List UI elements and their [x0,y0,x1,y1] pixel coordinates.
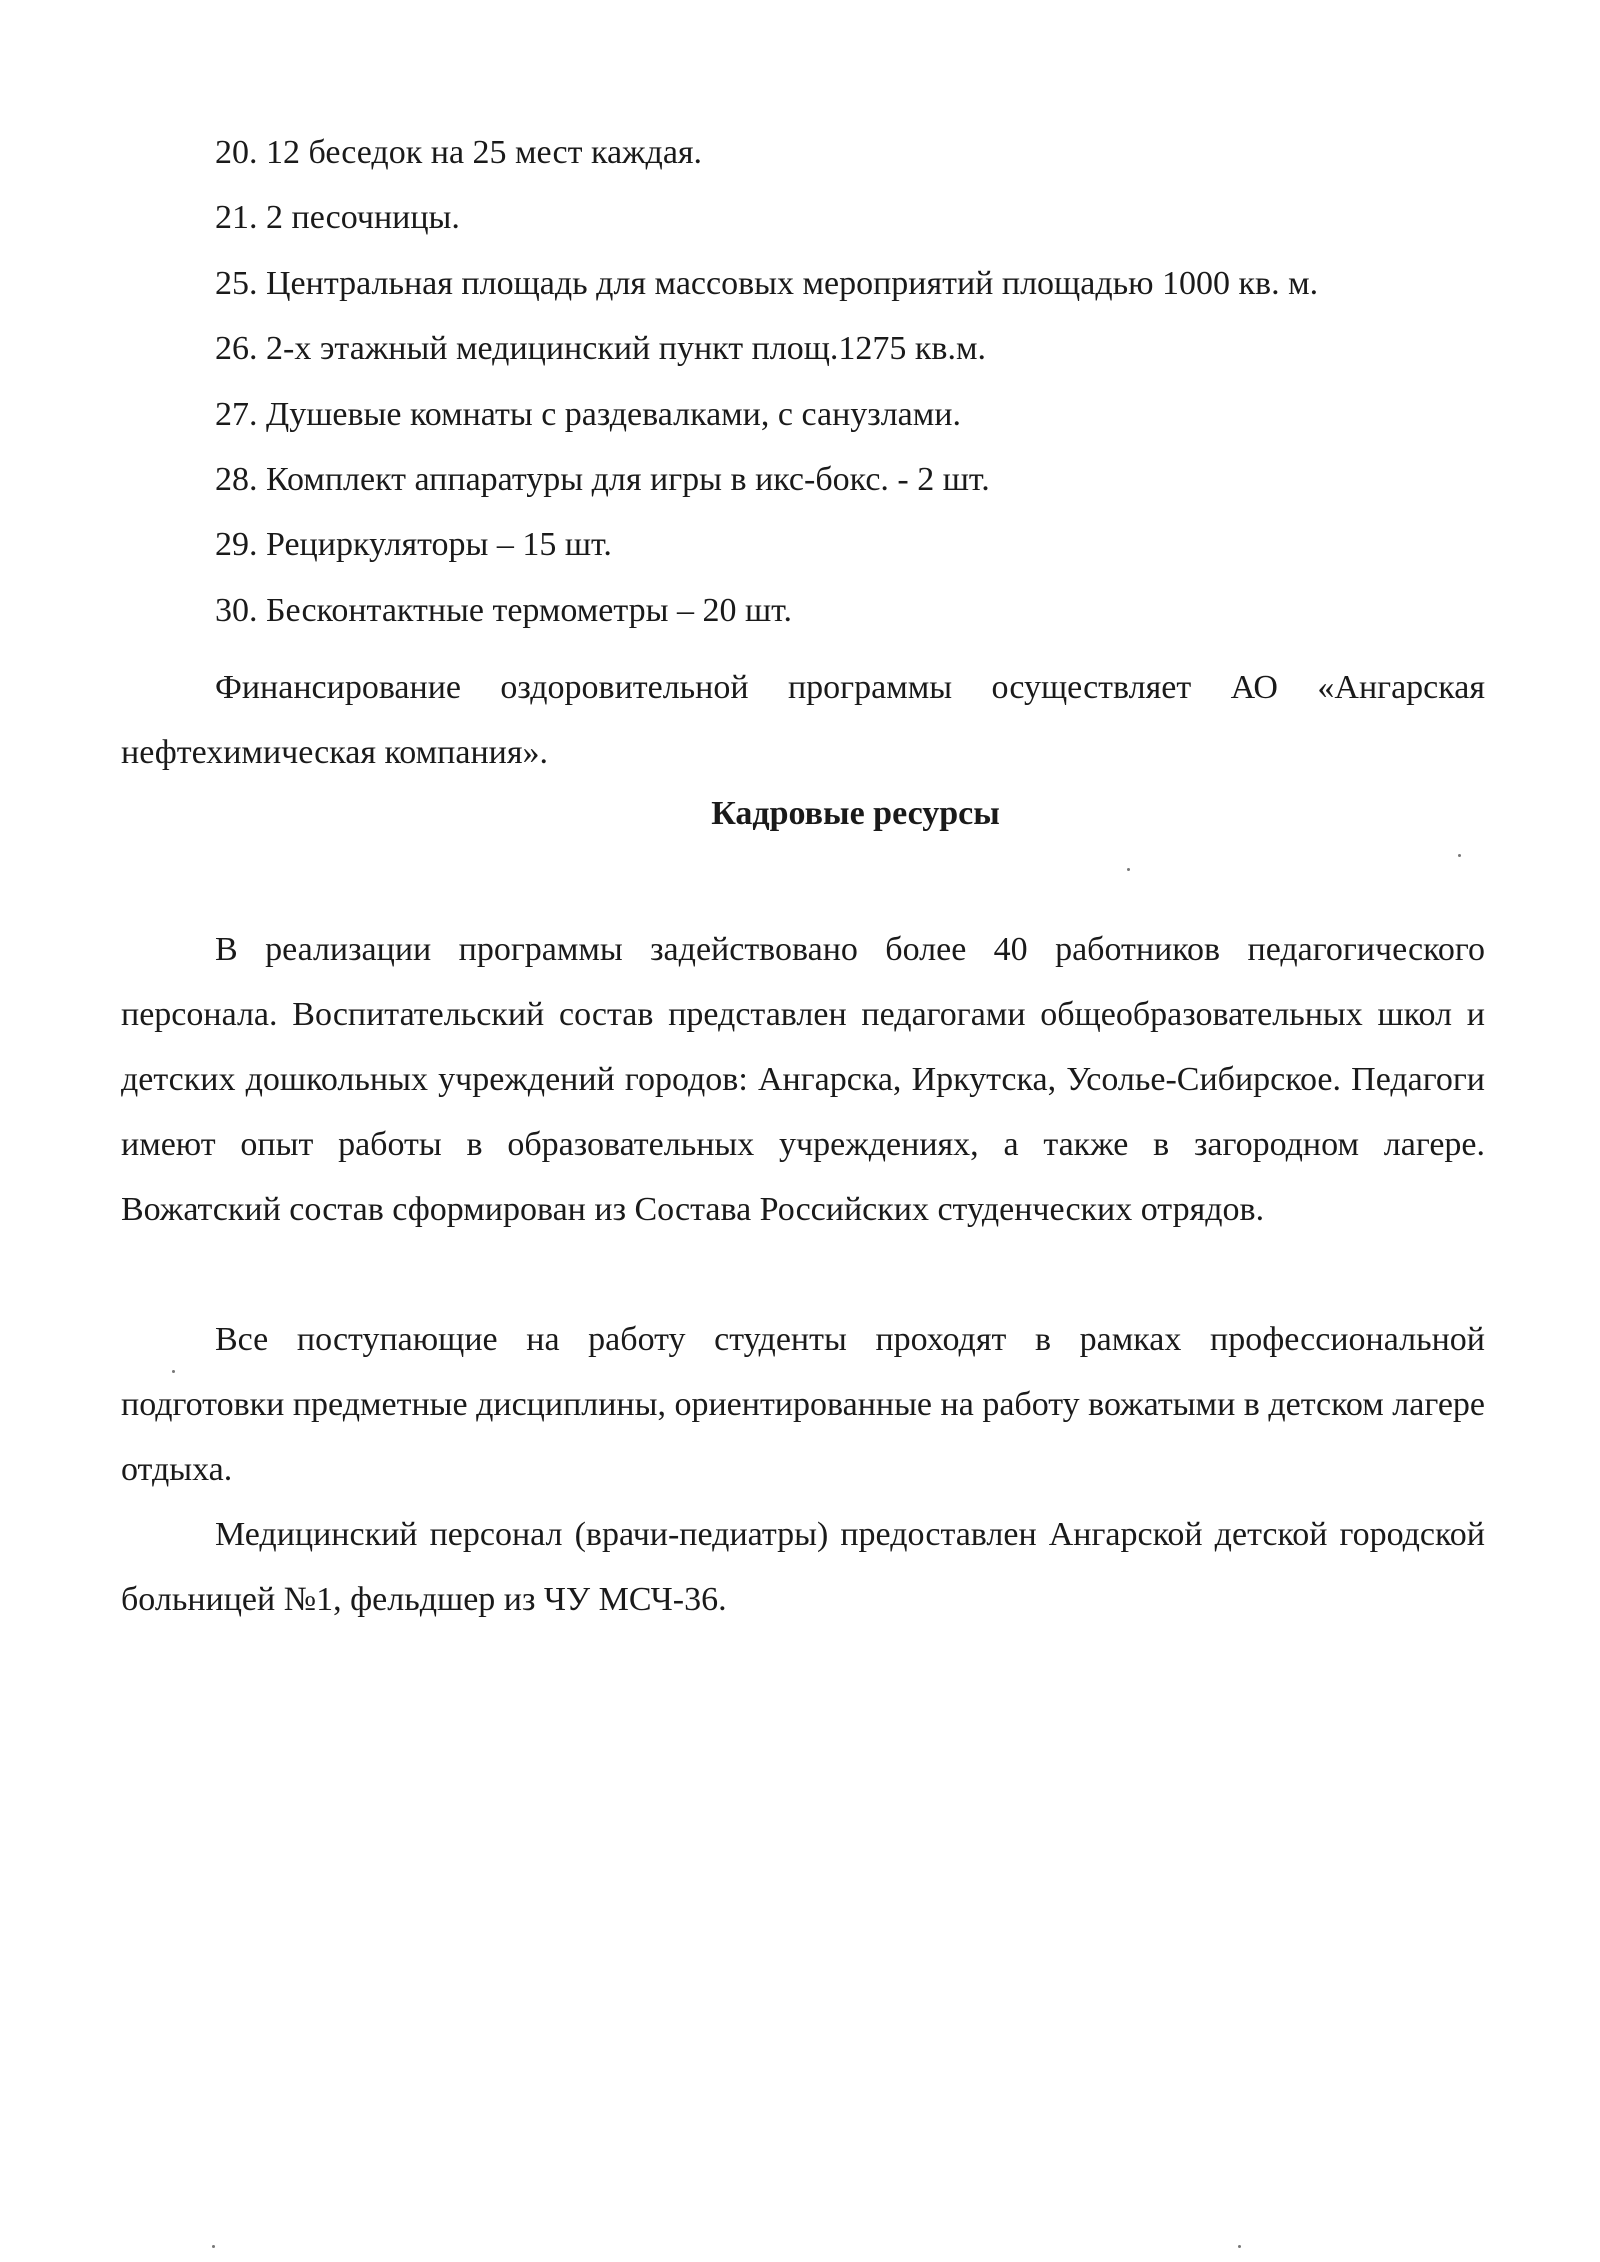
list-item: 29. Рециркуляторы – 15 шт. [215,526,612,564]
list-item: 27. Душевые комнаты с раздевалками, с санузлами. [215,395,961,433]
list-item: 26. 2-х этажный медицинский пункт площ.1275 кв.м. [215,330,986,368]
list-item: 25. Центральная площадь для массовых мероприятий площадью 1000 кв. м. [215,264,1319,302]
scan-speck [1238,2245,1241,2248]
financing-paragraph: Финансирование оздоровительной программы осуществляет АО «Ангарская нефтехимическая компания». [121,669,1485,771]
scan-speck [1458,854,1461,857]
list-item: 20. 12 беседок на 25 мест каждая. [215,134,703,171]
list-item: 30. Бесконтактные термометры – 20 шт. [215,591,792,629]
students-paragraph: Все поступающие на работу студенты проходят в рамках профессиональной подготовки предметные дисциплины, ориентированные на работу вожатыми в детском лагере отдыха. [121,1321,1485,1488]
scan-speck [172,1370,175,1373]
scan-speck [1127,868,1130,871]
scan-speck [212,2245,215,2248]
staff-paragraph: В реализации программы задействовано более 40 работников педагогического персонала. Воспитательский состав представлен педагогами общеобразовательных школ и детских дошкольных учреждений городов: Ангарска, Иркутска, Усолье-Сибирское. Педагоги имеют опыт работы в образовательных учреждениях, а также в загородном лагере. Вожатский состав сформирован из Состава Российских студенческих отрядов. [121,931,1485,1228]
section-heading: Кадровые ресурсы [711,795,1000,832]
equipment-list [215,135,1485,658]
list-item: 21. 2 песочницы. [215,199,460,237]
medical-paragraph: Медицинский персонал (врачи-педиатры) предоставлен Ангарской детской городской больницей №1, фельдшер из ЧУ МСЧ-36. [121,1516,1485,1618]
list-item: 28. Комплект аппаратуры для игры в икс-бокс. - 2 шт. [215,460,990,498]
